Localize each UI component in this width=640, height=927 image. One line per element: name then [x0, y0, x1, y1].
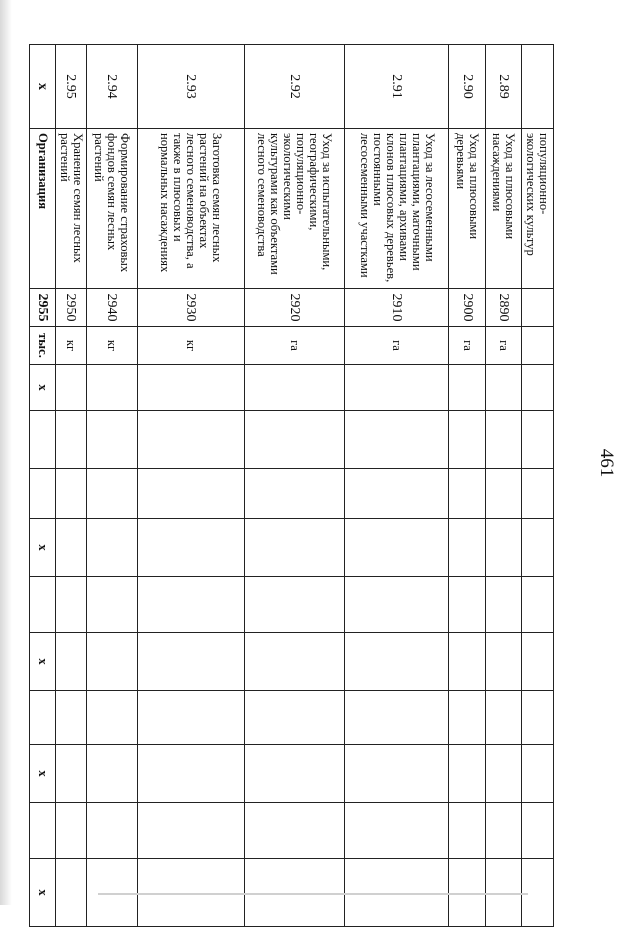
value-cell — [449, 803, 485, 859]
value-cell — [55, 519, 86, 577]
line-code-cell: 2910 — [344, 289, 449, 327]
value-cell — [344, 691, 449, 745]
value-cell — [521, 633, 553, 691]
value-cell — [86, 577, 137, 633]
unit-cell: га — [485, 327, 521, 365]
value-cell — [344, 411, 449, 469]
value-cell — [449, 469, 485, 519]
row-number-cell: 2.92 — [244, 45, 344, 129]
value-cell — [30, 469, 56, 519]
value-cell — [55, 745, 86, 803]
value-cell — [521, 519, 553, 577]
value-cell — [521, 803, 553, 859]
value-cell — [55, 803, 86, 859]
value-cell: x — [30, 519, 56, 577]
value-cell — [137, 633, 244, 691]
row-number-cell: 2.89 — [485, 45, 521, 129]
row-number-cell: 2.94 — [86, 45, 137, 129]
value-cell — [55, 411, 86, 469]
table-row — [55, 45, 86, 927]
value-cell — [485, 577, 521, 633]
value-cell — [86, 745, 137, 803]
value-cell — [86, 469, 137, 519]
value-cell — [521, 745, 553, 803]
value-cell — [137, 411, 244, 469]
value-cell — [449, 633, 485, 691]
unit-cell: кг — [55, 327, 86, 365]
row-number-cell: 2.90 — [449, 45, 485, 129]
scan-edge-shadow — [0, 0, 12, 905]
value-cell — [86, 519, 137, 577]
activity-name-cell: Хранение семян лесных растений — [55, 129, 86, 289]
value-cell — [485, 365, 521, 411]
value-cell — [449, 519, 485, 577]
activity-name-cell: Формирование страховых фондов семян лесных растений — [86, 129, 137, 289]
value-cell — [86, 691, 137, 745]
value-cell: x — [30, 745, 56, 803]
value-cell — [244, 803, 344, 859]
value-cell — [244, 411, 344, 469]
value-cell — [521, 411, 553, 469]
value-cell — [244, 691, 344, 745]
table-row — [137, 45, 244, 927]
scan-bottom-mark — [98, 893, 528, 895]
value-cell — [244, 519, 344, 577]
value-cell — [449, 365, 485, 411]
value-cell: x — [30, 365, 56, 411]
value-cell — [344, 577, 449, 633]
value-cell — [86, 803, 137, 859]
value-cell — [86, 411, 137, 469]
unit-cell: га — [449, 327, 485, 365]
row-number-cell: 2.93 — [137, 45, 244, 129]
value-cell — [137, 745, 244, 803]
activity-name-cell: Организация — [30, 129, 56, 289]
line-code-cell: 2890 — [485, 289, 521, 327]
unit-cell: га — [344, 327, 449, 365]
page-number: 461 — [596, 448, 617, 478]
value-cell — [137, 365, 244, 411]
value-cell — [55, 859, 86, 927]
table-row — [344, 45, 449, 927]
value-cell — [449, 577, 485, 633]
activity-name-cell: Уход за плюсовыми насаждениями — [485, 129, 521, 289]
activity-name-cell: Уход за плюсовыми деревьями — [449, 129, 485, 289]
activity-name-cell: Уход за лесосеменными плантациями, маточными плантациями, архивами клонов плюсовых деревьев, постоянными лесосеменными участками — [344, 129, 449, 289]
value-cell — [55, 633, 86, 691]
value-cell — [449, 691, 485, 745]
value-cell — [521, 469, 553, 519]
value-cell — [55, 691, 86, 745]
activity-name-cell: Уход за испытательными, географическими, популяционно-экологическими культурами как объектами лесного семеноводства — [244, 129, 344, 289]
unit-cell: га — [244, 327, 344, 365]
value-cell — [344, 745, 449, 803]
table-row — [449, 45, 485, 927]
table-row — [30, 45, 56, 927]
value-cell — [137, 469, 244, 519]
value-cell: x — [30, 859, 56, 927]
value-cell — [485, 411, 521, 469]
line-code-cell: 2950 — [55, 289, 86, 327]
value-cell — [244, 365, 344, 411]
line-code-cell — [521, 289, 553, 327]
rotated-table-frame — [29, 44, 554, 896]
value-cell — [485, 691, 521, 745]
value-cell — [521, 577, 553, 633]
line-code-cell: 2930 — [137, 289, 244, 327]
value-cell — [485, 745, 521, 803]
value-cell — [86, 633, 137, 691]
line-code-cell: 2955 — [30, 289, 56, 327]
value-cell — [344, 519, 449, 577]
value-cell — [485, 633, 521, 691]
table-container — [29, 44, 554, 896]
value-cell — [55, 577, 86, 633]
table-row — [521, 45, 553, 927]
forestry-report-table — [29, 44, 554, 927]
value-cell — [86, 365, 137, 411]
value-cell — [449, 411, 485, 469]
line-code-cell: 2920 — [244, 289, 344, 327]
row-number-cell — [521, 45, 553, 129]
row-number-cell: 2.95 — [55, 45, 86, 129]
row-number-cell: 2.91 — [344, 45, 449, 129]
value-cell — [55, 365, 86, 411]
activity-name-cell: популяционно-экологических культур — [521, 129, 553, 289]
activity-name-cell: Заготовка семян лесных растений на объектах лесного семеноводства, а также в плюсовых и нормальных насаждениях — [137, 129, 244, 289]
value-cell — [485, 519, 521, 577]
value-cell — [137, 519, 244, 577]
value-cell — [137, 803, 244, 859]
table-row — [244, 45, 344, 927]
value-cell — [137, 691, 244, 745]
unit-cell: тыс. — [30, 327, 56, 365]
unit-cell — [521, 327, 553, 365]
value-cell — [521, 365, 553, 411]
value-cell — [30, 411, 56, 469]
value-cell — [344, 633, 449, 691]
value-cell — [344, 365, 449, 411]
value-cell — [30, 691, 56, 745]
line-code-cell: 2940 — [86, 289, 137, 327]
value-cell — [137, 577, 244, 633]
table-body — [30, 45, 554, 927]
value-cell — [485, 803, 521, 859]
value-cell — [244, 469, 344, 519]
value-cell — [55, 469, 86, 519]
row-number-cell: x — [30, 45, 56, 129]
value-cell — [485, 469, 521, 519]
value-cell — [244, 745, 344, 803]
value-cell — [30, 577, 56, 633]
value-cell — [344, 803, 449, 859]
unit-cell: кг — [137, 327, 244, 365]
value-cell — [521, 691, 553, 745]
value-cell — [244, 633, 344, 691]
table-row — [86, 45, 137, 927]
line-code-cell: 2900 — [449, 289, 485, 327]
value-cell — [244, 577, 344, 633]
value-cell — [30, 803, 56, 859]
unit-cell: кг — [86, 327, 137, 365]
value-cell: x — [30, 633, 56, 691]
value-cell — [449, 745, 485, 803]
value-cell — [344, 469, 449, 519]
table-row — [485, 45, 521, 927]
